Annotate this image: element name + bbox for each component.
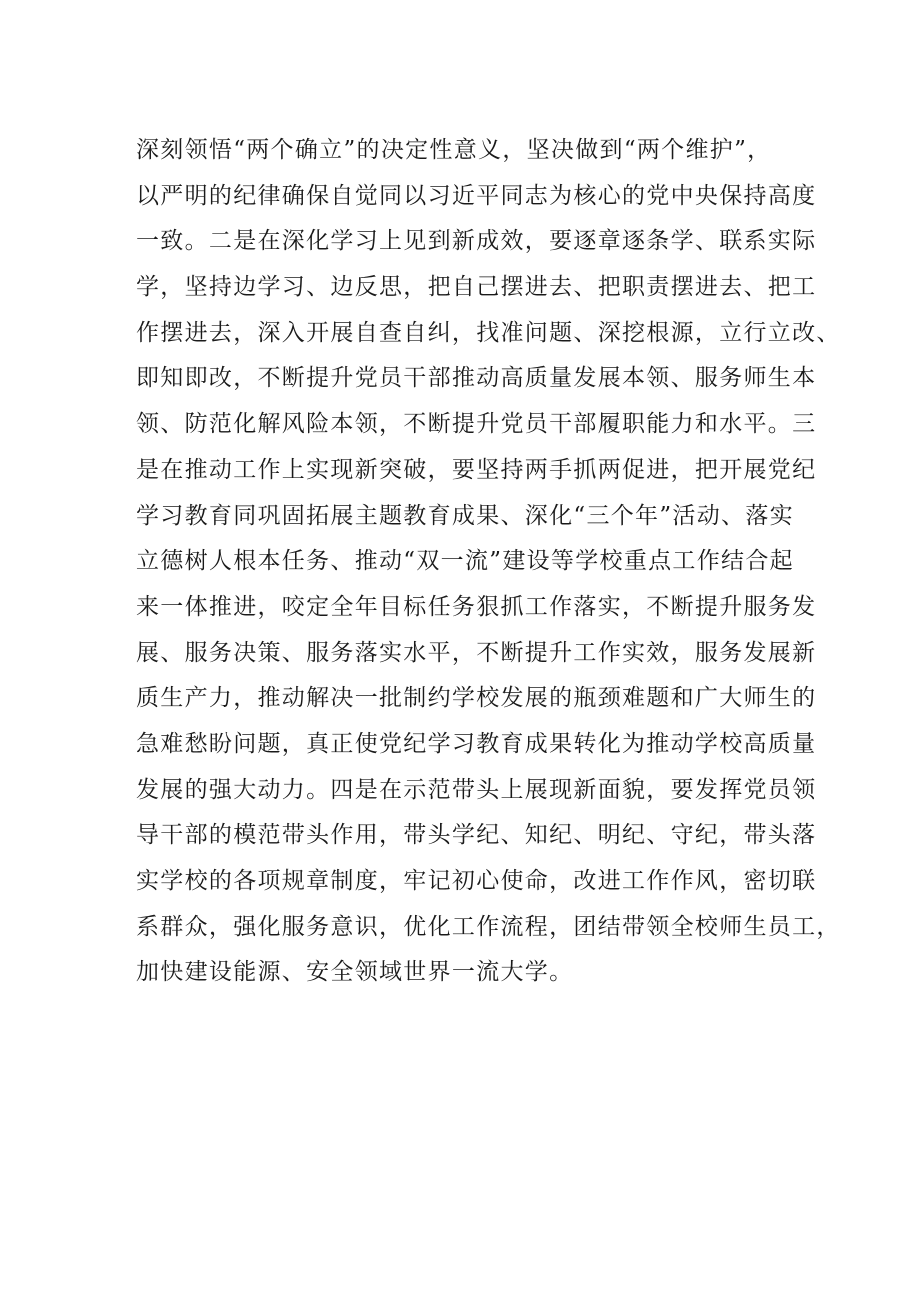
text-line: 质生产力，推动解决一批制约学校发展的瓶颈难题和广大师生的 bbox=[136, 685, 817, 712]
text-line: 即知即改，不断提升党员干部推动高质量发展本领、服务师生本 bbox=[136, 365, 817, 392]
text-line: 一致。二是在深化学习上见到新成效，要逐章逐条学、联系实际 bbox=[136, 228, 817, 255]
text-line: 急难愁盼问题，真正使党纪学习教育成果转化为推动学校高质量 bbox=[136, 730, 817, 757]
body-paragraph bbox=[136, 128, 841, 996]
text-line: 学，坚持边学习、边反思，把自己摆进去、把职责摆进去、把工 bbox=[136, 274, 817, 301]
text-line: 学习教育同巩固拓展主题教育成果、深化“三个年”活动、落实 bbox=[136, 502, 794, 529]
text-line: 展、服务决策、服务落实水平，不断提升工作实效，服务发展新 bbox=[136, 639, 817, 666]
text-line: 加快建设能源、安全领域世界一流大学。 bbox=[136, 959, 574, 986]
text-line: 立德树人根本任务、推动“双一流”建设等学校重点工作结合起 bbox=[136, 548, 794, 575]
text-line: 实学校的各项规章制度，牢记初心使命，改进工作作风，密切联 bbox=[136, 868, 817, 894]
text-line: 领、防范化解风险本领，不断提升党员干部履职能力和水平。三 bbox=[136, 411, 817, 438]
text-line: 作摆进去，深入开展自查自纠，找准问题、深挖根源，立行立改、 bbox=[136, 319, 841, 346]
text-line: 是在推动工作上实现新突破，要坚持两手抓两促进，把开展党纪 bbox=[136, 456, 817, 483]
text-line: 以严明的纪律确保自觉同以习近平同志为核心的党中央保持高度 bbox=[136, 182, 817, 209]
text-line: 导干部的模范带头作用，带头学纪、知纪、明纪、守纪，带头落 bbox=[136, 822, 817, 849]
text-line: 来一体推进，咬定全年目标任务狠抓工作落实，不断提升服务发 bbox=[136, 593, 817, 620]
text-line: 深刻领悟“两个确立”的决定性意义，坚决做到“两个维护”， bbox=[136, 137, 772, 163]
text-line: 系群众，强化服务意识，优化工作流程，团结带领全校师生员工， bbox=[136, 913, 841, 940]
text-line: 发展的强大动力。四是在示范带头上展现新面貌，要发挥党员领 bbox=[136, 776, 817, 803]
